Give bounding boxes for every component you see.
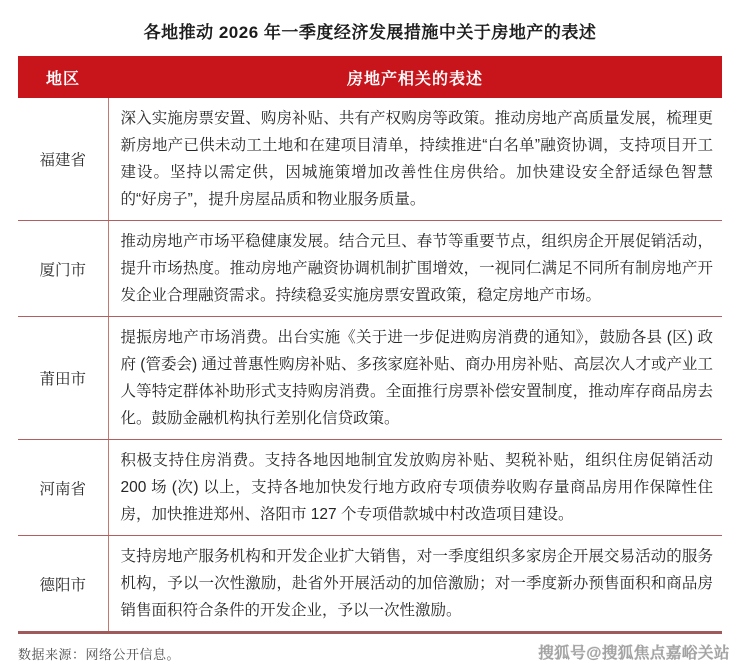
- statement-cell: 推动房地产市场平稳健康发展。结合元旦、春节等重要节点，组织房企开展促销活动，提升市场热度。推动房地产融资协调机制扩围增效，一视同仁满足不同所有制房地产开发企业合理融资需求。持续稳妥实施房票安置政策，稳定房地产市场。: [108, 221, 722, 317]
- data-source-note: 数据来源：网络公开信息。: [18, 647, 181, 662]
- page: [0, 18, 740, 662]
- region-cell: 莆田市: [18, 317, 108, 440]
- region-cell: 德阳市: [18, 536, 108, 633]
- column-header-statement: 房地产相关的表述: [108, 56, 722, 98]
- statement-cell: 积极支持住房消费。支持各地因地制宜发放购房补贴、契税补贴，组织住房促销活动 200 场 (次) 以上，支持各地加快发行地方政府专项债券收购存量商品房用作保障性住房，加快推进郑州、洛阳市 127 个专项借款城中村改造项目建设。: [108, 440, 722, 536]
- table-row-xiamen: [18, 221, 722, 317]
- region-cell: 厦门市: [18, 221, 108, 317]
- region-cell: 福建省: [18, 98, 108, 221]
- column-header-region: 地区: [18, 56, 108, 98]
- table-row-fujian: [18, 98, 722, 221]
- table-header-row: [18, 56, 722, 98]
- region-cell: 河南省: [18, 440, 108, 536]
- footer: [18, 641, 730, 663]
- watermark: 搜狐号@搜狐焦点嘉峪关站: [538, 645, 730, 662]
- table-row-deyang: [18, 536, 722, 633]
- statement-cell: 深入实施房票安置、购房补贴、共有产权购房等政策。推动房地产高质量发展，梳理更新房地产已供未动工土地和在建项目清单，持续推进“白名单”融资协调，支持项目开工建设。坚持以需定供，因城施策增加改善性住房供给。加快建设安全舒适绿色智慧的“好房子”，提升房屋品质和物业服务质量。: [108, 98, 722, 221]
- policy-table: [18, 56, 722, 634]
- statement-cell: 支持房地产服务机构和开发企业扩大销售，对一季度组织多家房企开展交易活动的服务机构，予以一次性激励，赴省外开展活动的加倍激励；对一季度新办预售面积和商品房销售面积符合条件的开发企业，予以一次性激励。: [108, 536, 722, 633]
- page-title: 各地推动 2026 年一季度经济发展措施中关于房地产的表述: [143, 23, 597, 42]
- table-row-henan: [18, 440, 722, 536]
- table-row-putian: [18, 317, 722, 440]
- statement-cell: 提振房地产市场消费。出台实施《关于进一步促进购房消费的通知》，鼓励各县 (区) 政府 (管委会) 通过普惠性购房补贴、多孩家庭补贴、商办用房补贴、高层次人才或产业工人等特定群体补助形式支持购房消费。全面推行房票补偿安置制度，推动库存商品房去化。鼓励金融机构执行差别化信贷政策。: [108, 317, 722, 440]
